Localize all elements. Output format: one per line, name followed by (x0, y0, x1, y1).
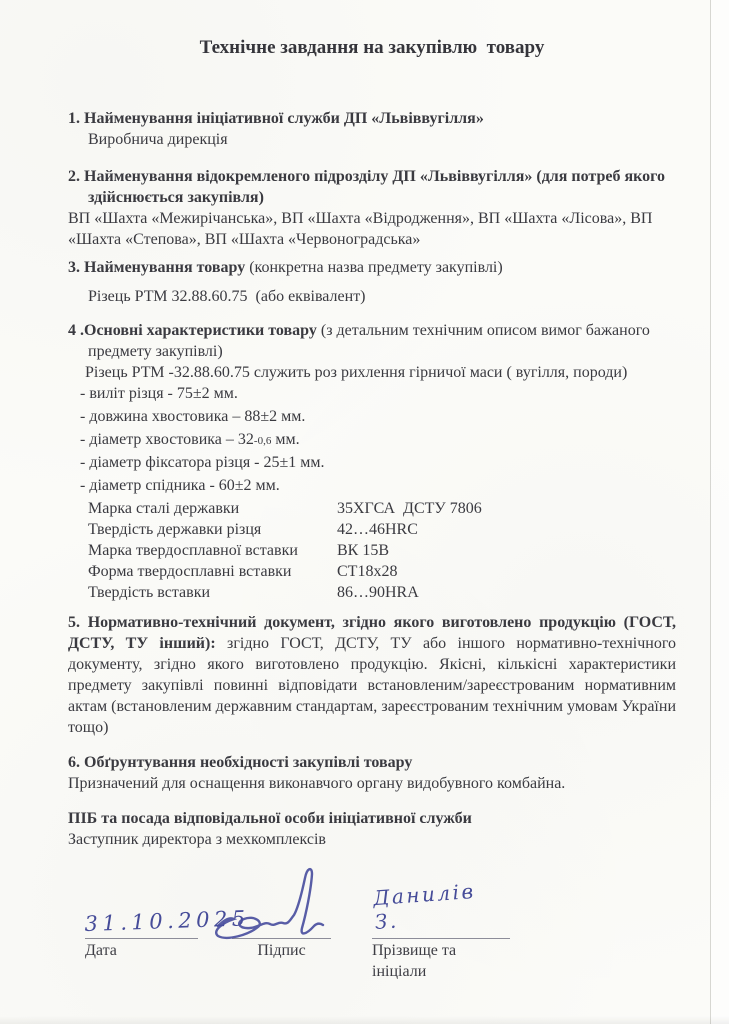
name-field (372, 878, 510, 939)
spec-label: Форма твердосплавні вставки (88, 563, 292, 580)
responsible-position: Заступник директора з мехкомплексів (68, 831, 326, 848)
spec-value: СТ18х28 (337, 563, 398, 580)
date-field (84, 896, 251, 939)
section-1-body: Виробнича дирекція (88, 131, 228, 148)
characteristic-text: - діаметр фіксатора різця - 25±1 мм. (80, 454, 325, 471)
section-2-body: ВП «Шахта «Межирічанська», ВП «Шахта «Відродження», ВП «Шахта «Лісова», ВП «Шахта «Степова», ВП «Шахта «Червоноградська» (68, 210, 653, 248)
signature-block (0, 850, 729, 1024)
section-3 (68, 257, 676, 307)
characteristic-item (68, 475, 676, 498)
section-5 (68, 612, 676, 738)
signature-label: Підпис (257, 942, 306, 959)
characteristic-tolerance: -0,6 (253, 435, 272, 447)
section-2-heading: 2. Найменування відокремленого підрозділу ДП «Львіввугілля» (для потреб якого здійснюється закупівля) (68, 168, 666, 206)
spec-label: Твердість державки різця (88, 521, 262, 538)
name-label: Прізвище та ініціали (372, 942, 457, 980)
section-1-heading: 1. Найменування ініціативної служби ДП «Львіввугілля» (68, 110, 484, 127)
section-5-body: згідно ГОСТ, ДСТУ, ТУ або іншого нормативно-технічного документу, згідно якого виготовлено продукцію. Якісні, кількісні характеристики предмету закупівлі повинні відповідати встановленим/зареєстрованим нормативним актам (встановленим державним стандартам, зареєстрованим технічним умовам України тощо) (68, 635, 677, 736)
section-3-heading-rest: (конкретна назва предмету закупівлі) (245, 259, 503, 276)
signature-field (232, 896, 331, 939)
section-3-heading (68, 257, 676, 278)
characteristic-item (68, 452, 676, 475)
characteristic-text: - діаметр спідника - 60±2 мм. (80, 477, 280, 494)
spec-label: Марка твердосплавної вставки (88, 542, 298, 559)
signature-column (232, 896, 331, 961)
section-1 (68, 108, 676, 150)
section-4-heading (68, 320, 676, 362)
responsible-heading: ПІБ та посада відповідальної особи ініціативної служби (68, 810, 472, 827)
spec-row (68, 561, 676, 582)
responsible-person-section (68, 808, 676, 850)
spec-row (68, 582, 676, 603)
spec-row (68, 540, 676, 561)
spec-value: ВК 15В (337, 542, 390, 559)
section-6-body: Призначений для оснащення виконавчого органу видобувного комбайна. (68, 775, 566, 792)
characteristic-text: - діаметр хвостовика – 32 (80, 431, 254, 448)
section-4-heading-rest: (з детальним технічним описом вимог бажаного предмету закупівлі) (88, 322, 650, 360)
section-5-paragraph (68, 612, 676, 738)
characteristic-unit: мм. (271, 431, 300, 448)
handwritten-name: Данилів З. (372, 878, 477, 935)
section-6-heading: 6. Обґрунтування необхідності закупівлі товару (68, 754, 413, 771)
spec-row (68, 498, 676, 519)
handwritten-date: 31.10.2025 (84, 906, 251, 937)
section-3-heading-bold: 3. Найменування товару (68, 259, 246, 276)
section-2 (68, 166, 676, 250)
section-5-heading-bold: 5. Нормативно-технічний документ, згідно якого виготовлено продукцію (ГОСТ, ДСТУ, ТУ інший): (68, 614, 676, 652)
section-3-body: Різець РТМ 32.88.60.75 (або еквівалент) (88, 288, 366, 305)
section-6 (68, 752, 676, 794)
spec-value: 35ХГСА ДСТУ 7806 (337, 500, 482, 517)
characteristic-text: - виліт різця - 75±2 мм. (80, 385, 238, 402)
spec-value: 86…90HRA (337, 584, 419, 601)
spec-row (68, 519, 676, 540)
spec-label: Марка сталі державки (88, 500, 240, 517)
signature-handwriting (210, 862, 328, 946)
name-column (372, 878, 510, 982)
scan-bottom-shade (0, 1016, 729, 1024)
section-4-intro: Різець РТМ -32.88.60.75 служить роз рихлення гірничої маси ( вугілля, породи) (85, 364, 628, 381)
date-column (84, 896, 251, 961)
section-4 (68, 320, 676, 603)
characteristic-text: - довжина хвостовика – 88±2 мм. (80, 408, 306, 425)
spec-value: 42…46HRC (337, 521, 418, 538)
section-4-heading-bold: 4 .Основні характеристики товару (68, 322, 317, 339)
spec-label: Твердість вставки (88, 584, 211, 601)
document-title: Технічне завдання на закупівлю товару (199, 37, 545, 58)
date-label: Дата (85, 942, 117, 959)
characteristic-item (68, 406, 676, 429)
characteristic-item (68, 429, 676, 452)
characteristic-item (68, 383, 676, 406)
